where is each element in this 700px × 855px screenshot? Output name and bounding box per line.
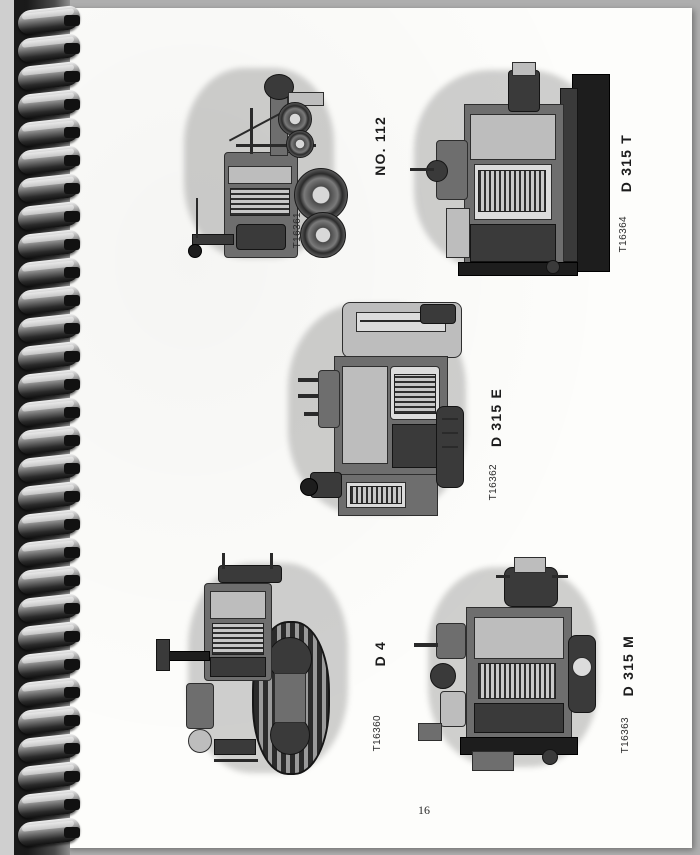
binding-hole [64,155,80,166]
spiral-coils [18,0,84,855]
binding-hole [64,435,80,446]
binding-hole [64,603,80,614]
binding-hole [64,547,80,558]
binding-hole [64,295,80,306]
binding-hole [64,659,80,670]
crawler-tractor-tracked-illustration [152,543,382,781]
engine-block-turbo-illustration [400,48,630,283]
binding-hole [64,71,80,82]
engine-assembly-large-illustration [264,286,500,524]
binding-hole [64,771,80,782]
figure-code: T16360 [372,715,383,752]
paper-surface [66,8,692,848]
binding-hole [64,323,80,334]
binding-hole [64,99,80,110]
binding-hole [64,491,80,502]
figure-d4 [136,533,406,783]
figure-code: T16361 [292,212,303,249]
binding-hole [64,351,80,362]
figure-label: D 315 E [488,388,504,447]
engine-marine-unit-illustration [400,545,630,781]
binding-hole [64,211,80,222]
binding-hole [64,715,80,726]
figure-label: D 315 M [620,635,636,697]
figure-d315m [386,533,656,783]
binding-hole [64,183,80,194]
tractor-side-view-wheeled-illustration [166,48,366,273]
figure-no112 [156,38,406,278]
binding-hole [64,15,80,26]
binding-hole [64,687,80,698]
figure-code: T16364 [618,216,629,253]
binding-hole [64,379,80,390]
figure-d315t [386,38,656,288]
page-number: 16 [418,803,430,817]
binding-hole [64,463,80,474]
figure-code: T16362 [488,464,499,501]
binding-hole [64,407,80,418]
binding-hole [64,575,80,586]
binding-hole [64,519,80,530]
binding-hole [64,743,80,754]
binding-hole [64,127,80,138]
page-edge-left [0,0,14,855]
figure-d315e [256,278,526,528]
binding-hole [64,827,80,838]
figure-label: NO. 112 [372,116,388,176]
binding-hole [64,631,80,642]
binding-hole [64,43,80,54]
figure-label: D 4 [372,641,388,667]
figure-label: D 315 T [618,134,634,193]
binding-hole [64,267,80,278]
paper-sheet [66,8,692,848]
binding-hole [64,239,80,250]
figure-code: T16363 [620,717,631,754]
binding-hole [64,799,80,810]
